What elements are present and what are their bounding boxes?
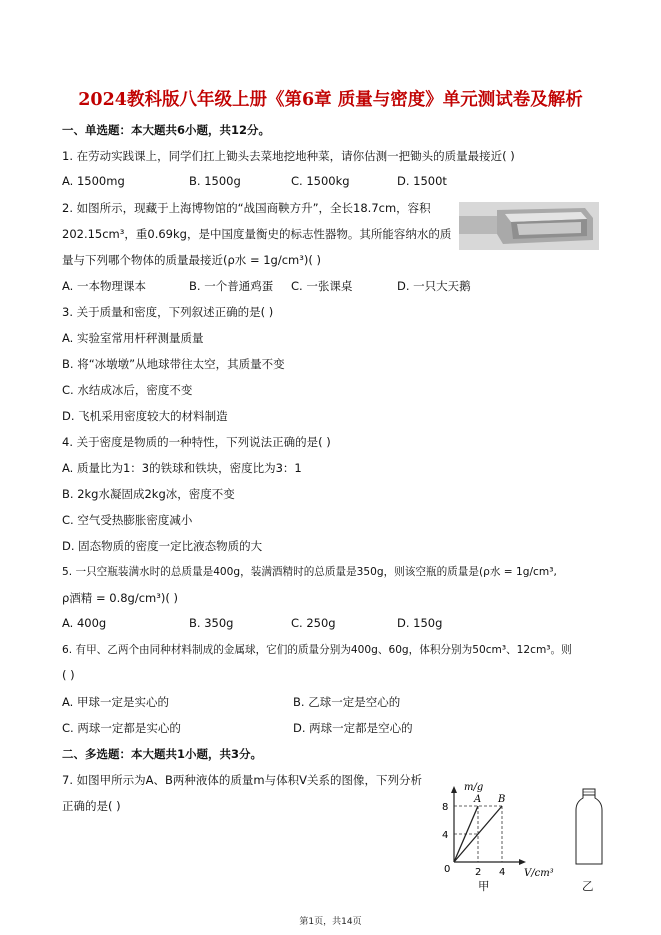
question-6-line-1: 6. 有甲、乙两个由同种材料制成的金属球，它们的质量分别为400g、60g，体积分别为50cm³、12cm³。则 bbox=[62, 644, 572, 656]
q6-option-a: A. 甲球一定是实心的 bbox=[62, 695, 169, 709]
q4-option-a: A. 质量比为1：3的铁球和铁块，密度比为3：1 bbox=[62, 461, 302, 475]
question-7-line-1: 7. 如图甲所示为A、B两种液体的质量m与体积V关系的图像，下列分析 bbox=[62, 773, 422, 787]
q1-option-a: A. 1500mg bbox=[62, 174, 125, 188]
y-tick-8: 8 bbox=[442, 802, 449, 813]
q6-option-c: C. 两球一定都是实心的 bbox=[62, 721, 181, 735]
question-2-line-2: 202.15cm³，重0.69kg，是中国度量衡史的标志性器物。其所能容纳水的质 bbox=[62, 227, 452, 241]
q5-option-c: C. 250g bbox=[291, 616, 336, 630]
q6-option-d: D. 两球一定都是空心的 bbox=[293, 721, 413, 735]
question-5-line-2: ρ酒精 = 0.8g/cm³)( ) bbox=[62, 591, 178, 605]
question-5-line-1: 5. 一只空瓶装满水时的总质量是400g，装满酒精时的总质量是350g，则该空瓶的质量是(ρ水 = 1g/cm³, bbox=[62, 566, 557, 578]
question-7-line-2: 正确的是( ) bbox=[62, 799, 121, 813]
q3-option-c: C. 水结成冰后，密度不变 bbox=[62, 383, 193, 397]
section-heading-single-choice: 一、单选题：本大题共6小题，共12分。 bbox=[62, 123, 271, 137]
question-4-stem: 4. 关于密度是物质的一种特性，下列说法正确的是( ) bbox=[62, 435, 331, 449]
q3-option-a: A. 实验室常用杆秤测量质量 bbox=[62, 331, 204, 345]
figure-caption-jia: 甲 bbox=[478, 879, 490, 893]
q5-option-b: B. 350g bbox=[189, 616, 234, 630]
q4-option-b: B. 2kg水凝固成2kg冰，密度不变 bbox=[62, 487, 235, 501]
line-a-label: A bbox=[474, 794, 482, 805]
q3-option-b: B. 将“冰墩墩”从地球带往太空，其质量不变 bbox=[62, 357, 285, 371]
q2-option-a: A. 一本物理课本 bbox=[62, 279, 146, 293]
origin-label: 0 bbox=[444, 864, 451, 875]
x-tick-2: 2 bbox=[475, 867, 482, 878]
x-tick-4: 4 bbox=[499, 867, 506, 878]
q4-option-c: C. 空气受热膨胀密度减小 bbox=[62, 513, 193, 527]
q2-option-c: C. 一张课桌 bbox=[291, 279, 353, 293]
q1-option-c: C. 1500kg bbox=[291, 174, 350, 188]
q4-option-d: D. 固态物质的密度一定比液态物质的大 bbox=[62, 539, 263, 553]
q5-option-a: A. 400g bbox=[62, 616, 107, 630]
bottle-figure bbox=[572, 788, 606, 868]
section-heading-multiple-choice: 二、多选题：本大题共1小题，共3分。 bbox=[62, 747, 263, 761]
q2-option-b: B. 一个普通鸡蛋 bbox=[189, 279, 274, 293]
x-axis-label: V/cm³ bbox=[524, 868, 554, 879]
line-b-label: B bbox=[498, 794, 506, 805]
q5-option-d: D. 150g bbox=[397, 616, 443, 630]
y-axis-label: m/g bbox=[464, 782, 484, 793]
q2-option-d: D. 一只大天鹅 bbox=[397, 279, 471, 293]
question-3-stem: 3. 关于质量和密度，下列叙述正确的是( ) bbox=[62, 305, 274, 319]
y-axis-arrow bbox=[451, 786, 457, 793]
mass-volume-graph bbox=[430, 782, 565, 892]
question-2-line-1: 2. 如图所示，现藏于上海博物馆的“战国商鞅方升”，全长18.7cm，容积 bbox=[62, 201, 431, 215]
question-1-stem: 1. 在劳动实践课上，同学们扛上锄头去菜地挖地种菜，请你估测一把锄头的质量最接近( ) bbox=[62, 149, 515, 163]
bottle-body bbox=[576, 795, 602, 864]
q6-option-b: B. 乙球一定是空心的 bbox=[293, 695, 401, 709]
q3-option-d: D. 飞机采用密度较大的材料制造 bbox=[62, 409, 228, 423]
x-axis-arrow bbox=[519, 859, 526, 865]
page-footer: 第1页，共14页 bbox=[299, 917, 362, 927]
bronze-vessel-photo bbox=[459, 202, 599, 250]
q1-option-d: D. 1500t bbox=[397, 174, 447, 188]
figure-caption-yi: 乙 bbox=[582, 879, 594, 893]
question-2-line-3: 量与下列哪个物体的质量最接近(ρ水 = 1g/cm³)( ) bbox=[62, 253, 321, 267]
y-tick-4: 4 bbox=[442, 830, 449, 841]
q1-option-b: B. 1500g bbox=[189, 174, 241, 188]
question-6-line-2: ( ) bbox=[62, 668, 75, 682]
page-title: 2024教科版八年级上册《第6章 质量与密度》单元测试卷及解析 bbox=[78, 90, 583, 110]
